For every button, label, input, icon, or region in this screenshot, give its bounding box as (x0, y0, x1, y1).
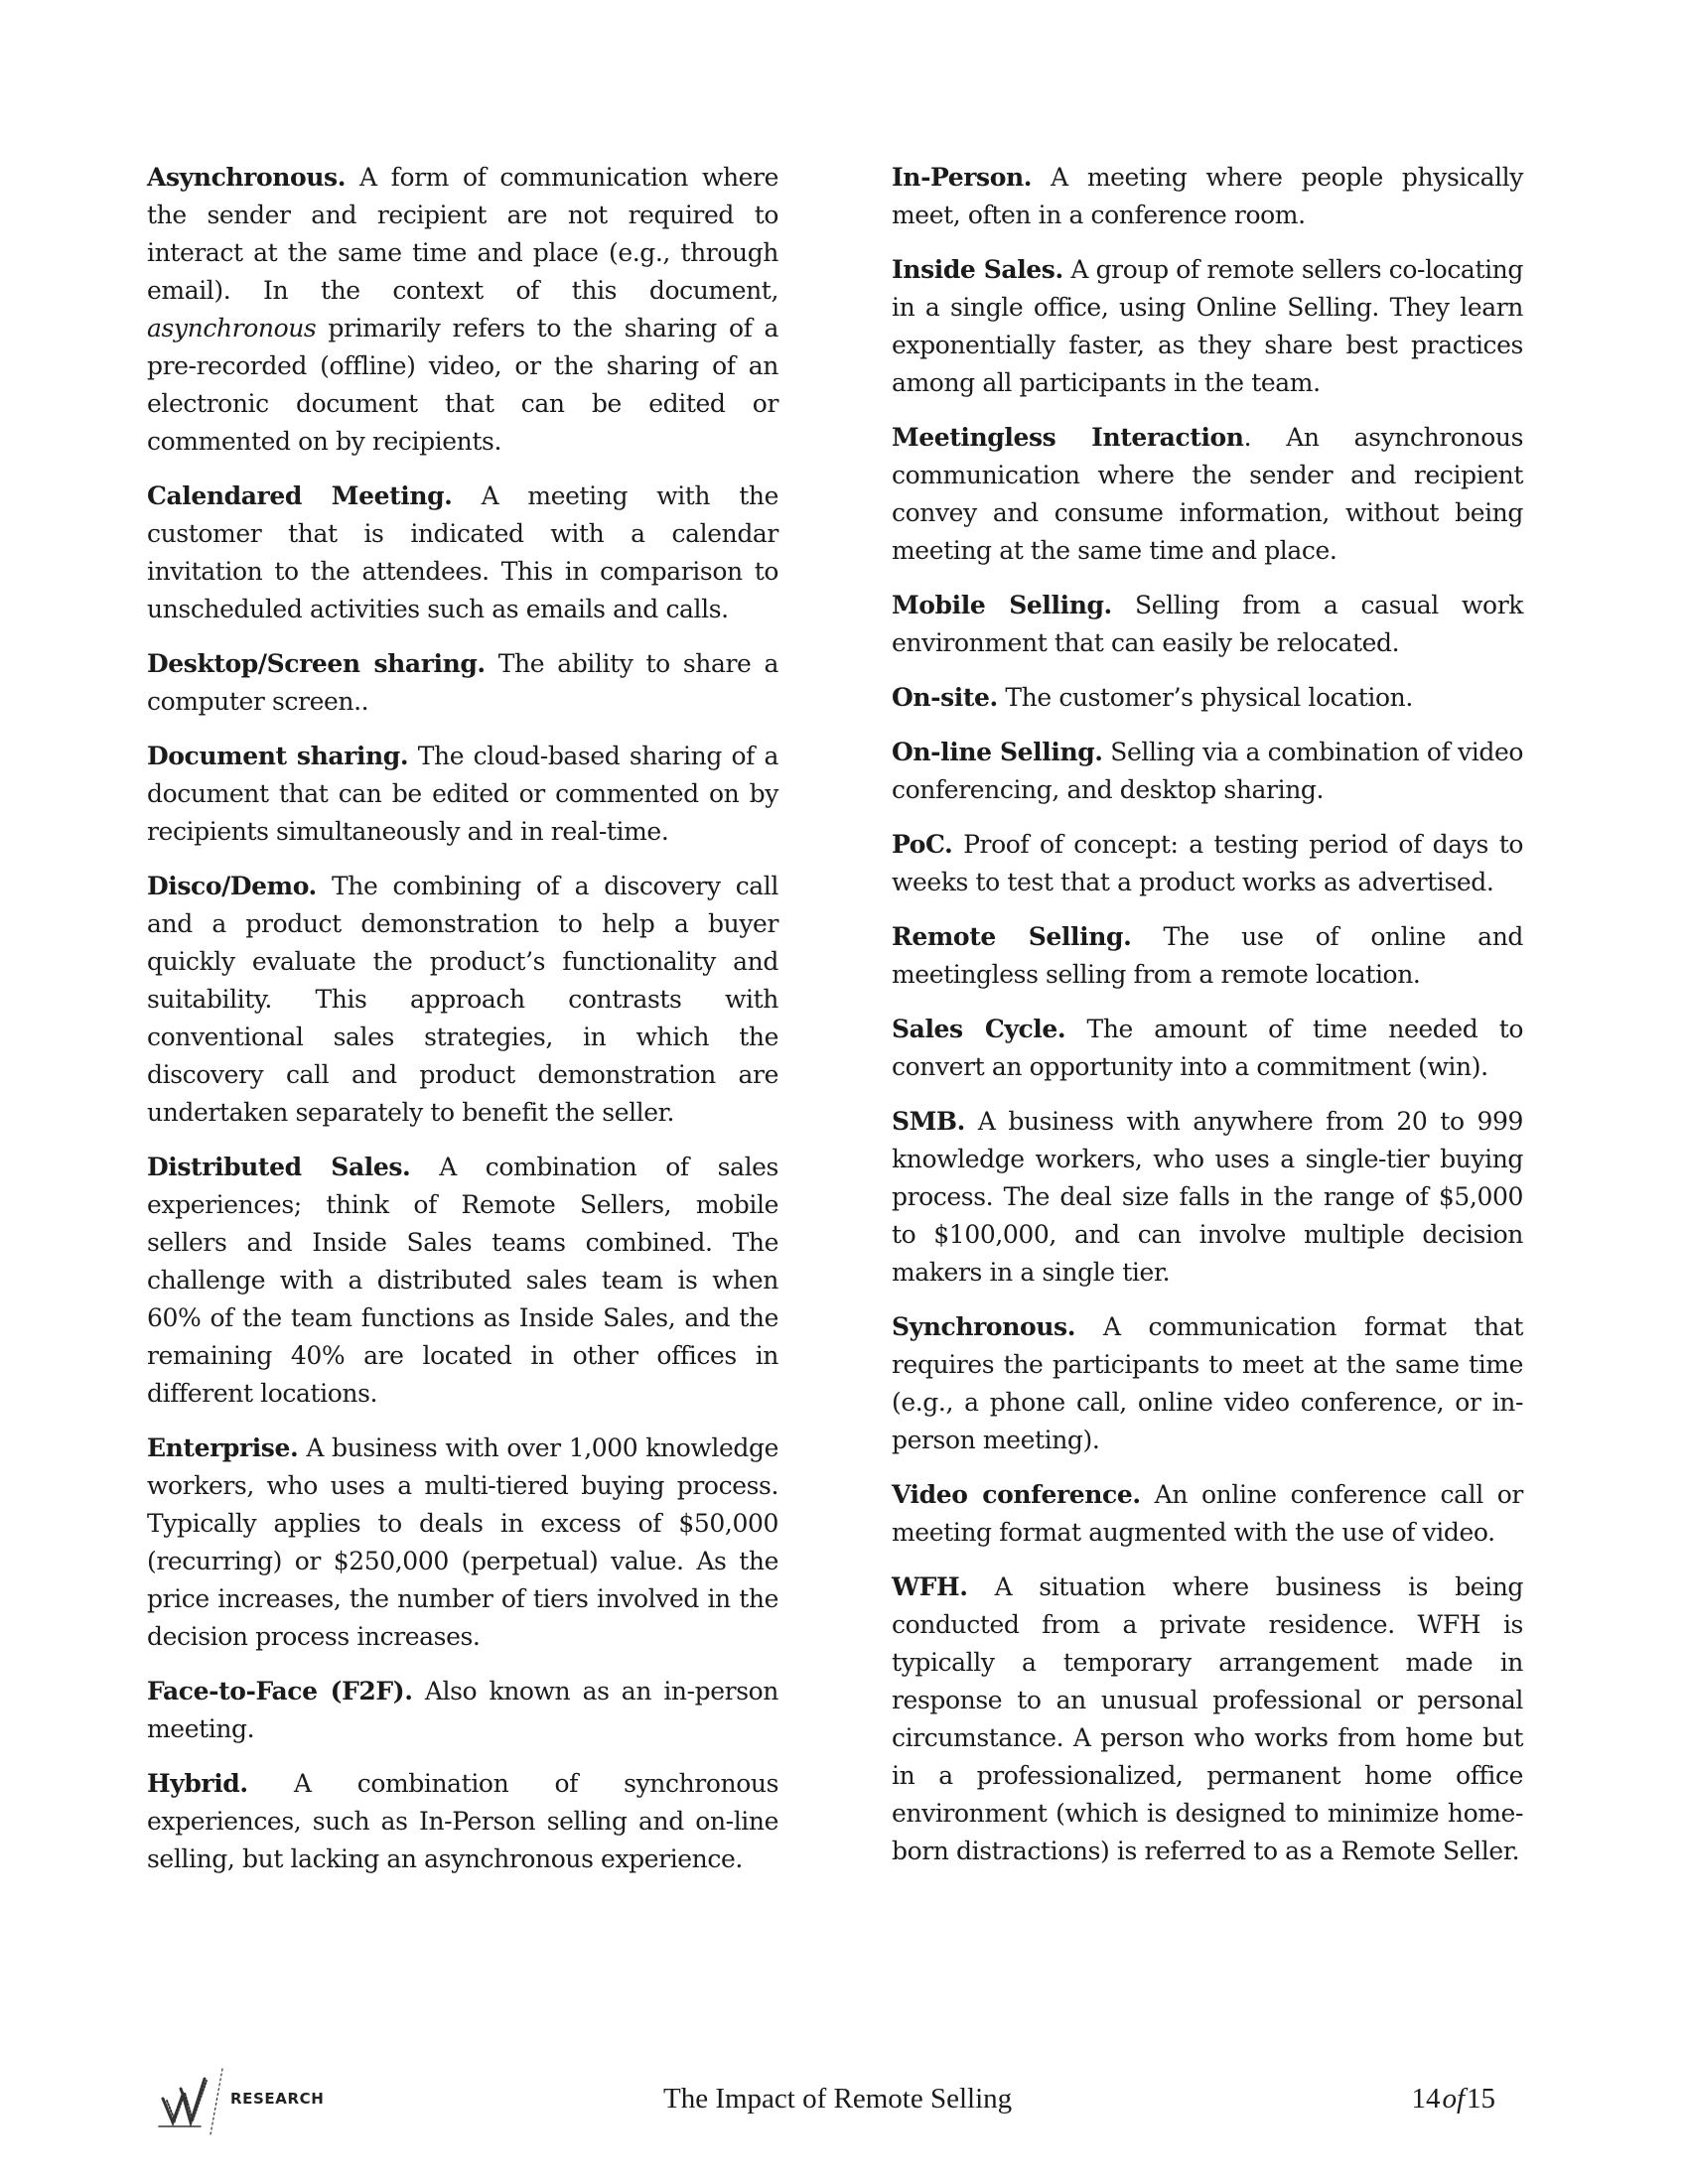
glossary-definition: The customer’s physical location. (997, 683, 1413, 712)
glossary-entry-mobile-selling (892, 587, 1523, 662)
glossary-entry-sales-cycle (892, 1011, 1523, 1086)
glossary-definition: A communication format that requires the participants to meet at the same time (e.g., a phone call, online video conference, or in-person meeting). (892, 1312, 1523, 1454)
glossary-definition: The ability to share a computer screen.. (147, 649, 778, 716)
glossary-term: PoC. (892, 830, 953, 859)
glossary-entry-synchronous (892, 1308, 1523, 1459)
glossary-term: Document sharing. (147, 742, 409, 770)
glossary-entry-distributed-sales (147, 1149, 778, 1413)
page-footer (0, 2055, 1688, 2144)
glossary-definition: The combining of a discovery call and a product demonstration to help a buyer quickly evaluate the product’s functionality and suitability. This approach contrasts with conventional sales strategies, in which the discovery call and product demonstration are undertaken separately to benefit the seller. (147, 872, 778, 1127)
glossary-definition: Proof of concept: a testing period of days to weeks to test that a product works as advertised. (892, 830, 1523, 896)
glossary-term: WFH. (892, 1572, 968, 1601)
glossary-entry-asynchronous (147, 159, 778, 461)
glossary-entry-disco-demo (147, 868, 778, 1132)
page-current: 14 (1411, 2083, 1441, 2115)
glossary-entry-smb (892, 1103, 1523, 1292)
glossary-term: Calendared Meeting. (147, 481, 453, 510)
glossary-definition: A combination of sales experiences; think of Remote Sellers, mobile sellers and Inside Sales teams combined. The challenge with a distributed sales team is when 60% of the team functions as Inside Sales, and the remaining 40% are located in other offices in different locations. (147, 1153, 778, 1408)
glossary-term: Sales Cycle. (892, 1015, 1066, 1043)
glossary-definition: A business with anywhere from 20 to 999 knowledge workers, who uses a single-tier buying process. The deal size falls in the range of $5,000 to $100,000, and can involve multiple decision makers in a single tier. (892, 1107, 1523, 1287)
glossary-definition: An online conference call or meeting format augmented with the use of video. (892, 1480, 1523, 1547)
w-sketch-logo-icon (157, 2065, 236, 2136)
glossary-definition: The amount of time needed to convert an opportunity into a commitment (win). (892, 1015, 1524, 1081)
glossary-term: Asynchronous. (147, 163, 347, 192)
glossary-entry-remote-selling (892, 918, 1523, 994)
glossary-entry-video-conference (892, 1476, 1523, 1552)
glossary-definition: A meeting where people physically meet, often in a conference room. (892, 163, 1523, 229)
glossary-entry-on-line-selling (892, 734, 1523, 809)
glossary-definition-emphasis: asynchronous (147, 314, 317, 342)
glossary-definition: A business with over 1,000 knowledge workers, who uses a multi-tiered buying process. Typically applies to deals in excess of $50,000 (recurring) or $250,000 (perpetual) value. As the price increases, the number of tiers involved in the decision process increases. (147, 1433, 778, 1651)
document-title: The Impact of Remote Selling (663, 2083, 1013, 2115)
glossary-definition: A form of communication where the sender and recipient are not required to interact at the same time and place (e.g., through email). In the context of this document, (147, 163, 778, 305)
glossary-definition: A situation where business is being conducted from a private residence. WFH is typically a temporary arrangement made in response to an unusual professional or personal circumstance. A person who works from home but in a professionalized, permanent home office environment (which is designed to minimize home-born distractions) is referred to as a Remote Seller. (892, 1572, 1523, 1865)
page-total: 15 (1467, 2083, 1495, 2115)
glossary-term: Mobile Selling. (892, 591, 1112, 619)
glossary-entry-calendared-meeting (147, 478, 778, 628)
glossary-entry-desktop-screen-sharing (147, 645, 778, 721)
glossary-entry-inside-sales (892, 251, 1523, 402)
glossary-term: On-line Selling. (892, 738, 1103, 766)
glossary-term: Enterprise. (147, 1433, 299, 1462)
glossary-term: On-site. (892, 683, 998, 712)
glossary-definition: . An asynchronous communication where the sender and recipient convey and consume information, without being meeting at the same time and place. (892, 423, 1523, 565)
glossary-definition: primarily refers to the sharing of a pre-recorded (offline) video, or the sharing of an electronic document that can be edited or commented on by recipients. (147, 314, 778, 456)
glossary-term: Face-to-Face (F2F). (147, 1677, 413, 1706)
logo-text: RESEARCH (230, 2090, 325, 2108)
glossary-definition: A meeting with the customer that is indicated with a calendar invitation to the attendees. This in comparison to unscheduled activities such as emails and calls. (147, 481, 779, 623)
glossary-entry-in-person (892, 159, 1523, 234)
glossary-entry-enterprise (147, 1430, 778, 1656)
glossary-term: Hybrid. (147, 1769, 248, 1798)
glossary-term: Inside Sales. (892, 255, 1063, 284)
glossary-definition: Selling from a casual work environment that can easily be relocated. (892, 591, 1523, 657)
glossary-entry-poc (892, 826, 1523, 901)
glossary-term: Video conference. (892, 1480, 1141, 1509)
glossary-right-column (892, 159, 1523, 1887)
glossary-entry-face-to-face (147, 1673, 778, 1748)
glossary-term: Disco/Demo. (147, 872, 317, 900)
glossary-definition: The cloud-based sharing of a document that can be edited or commented on by recipients simultaneously and in real-time. (147, 742, 779, 846)
glossary-entry-document-sharing (147, 738, 778, 851)
glossary-left-column (147, 159, 778, 1895)
glossary-entry-meetingless-interaction (892, 419, 1523, 570)
page-number (1411, 2083, 1495, 2116)
glossary-term: Synchronous. (892, 1312, 1076, 1341)
glossary-definition: Also known as an in-person meeting. (147, 1677, 778, 1743)
glossary-term: Distributed Sales. (147, 1153, 411, 1181)
glossary-term: SMB. (892, 1107, 965, 1136)
glossary-definition: A group of remote sellers co-locating in a single office, using Online Selling. They learn exponentially faster, as they share best practices among all participants in the team. (892, 255, 1523, 397)
glossary-entry-on-site (892, 679, 1523, 717)
glossary-entry-wfh (892, 1569, 1523, 1870)
page-of-label: of (1442, 2083, 1465, 2115)
glossary-term: Desktop/Screen sharing. (147, 649, 486, 678)
glossary-entry-hybrid (147, 1765, 778, 1878)
glossary-term: Meetingless Interaction (892, 423, 1244, 452)
glossary-definition: A combination of synchronous experiences, such as In-Person selling and on-line selling, but lacking an asynchronous experience. (147, 1769, 778, 1873)
glossary-term: Remote Selling. (892, 922, 1132, 951)
glossary-term: In-Person. (892, 163, 1033, 192)
glossary-definition: Selling via a combination of video conferencing, and desktop sharing. (892, 738, 1523, 804)
glossary-definition: The use of online and meetingless selling from a remote location. (892, 922, 1523, 989)
